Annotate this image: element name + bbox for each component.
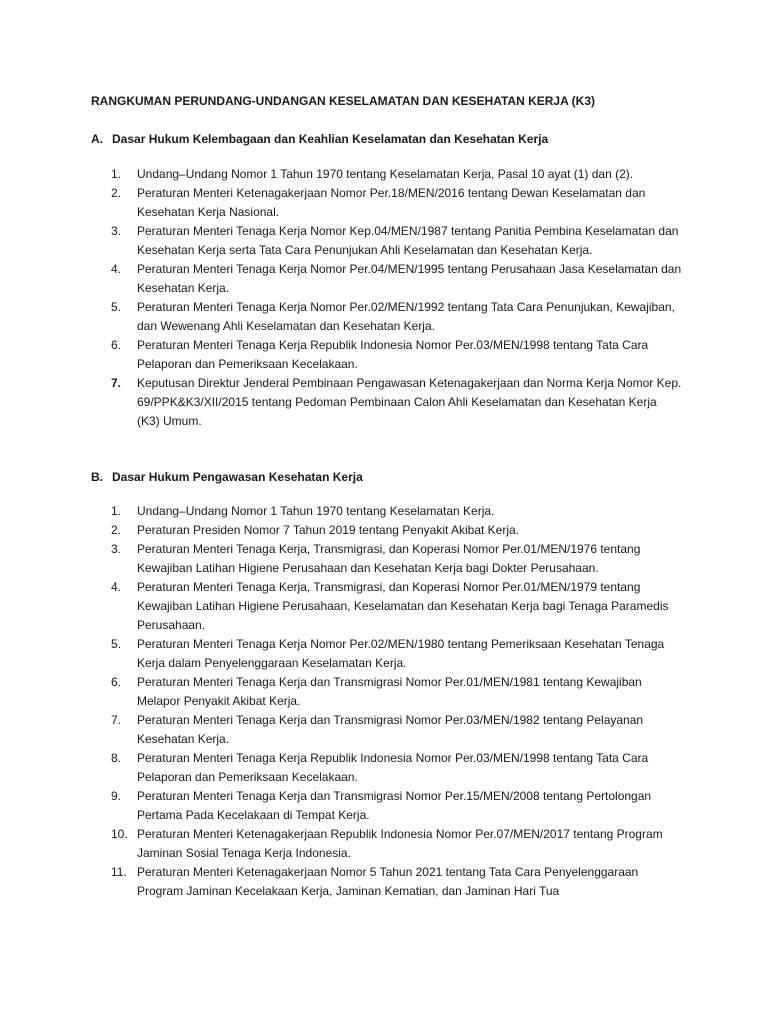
list-item-text: Peraturan Menteri Tenaga Kerja Nomor Per.02/MEN/1980 tentang Pemeriksaan Kesehatan Tenaga Kerja dalam Penyelenggaraan Keselamatan Kerja. [137,637,665,670]
list-item-number: 5. [111,300,122,314]
list-item-number: 8. [111,751,122,765]
list-item-number: 2. [111,523,122,537]
list-item [0,749,768,787]
list-item-number: 4. [111,262,122,276]
list-item [0,165,768,184]
list-item-number: 9. [111,789,122,803]
section-b-list [0,502,768,901]
list-item-text: Peraturan Menteri Tenaga Kerja Republik Indonesia Nomor Per.03/MEN/1998 tentang Tata Cara Pelaporan dan Pemeriksaan Kecelakaan. [137,751,649,784]
list-item [0,222,768,260]
list-item-text: Peraturan Menteri Ketenagakerjaan Nomor Per.18/MEN/2016 tentang Dewan Keselamatan dan Kesehatan Kerja Nasional. [137,186,646,219]
list-item-number: 5. [111,637,122,651]
section-b-title: Dasar Hukum Pengawasan Kesehatan Kerja [112,470,363,484]
list-item-number: 6. [111,675,122,689]
list-item-number: 2. [111,186,122,200]
list-item-number: 3. [111,224,122,238]
list-item-number: 11. [111,865,127,879]
list-item [0,540,768,578]
list-item-text: Peraturan Menteri Tenaga Kerja Nomor Per.02/MEN/1992 tentang Tata Cara Penunjukan, Kewajiban, dan Wewenang Ahli Keselamatan dan Kesehatan Kerja. [137,300,675,333]
list-item-text: Peraturan Menteri Ketenagakerjaan Republik Indonesia Nomor Per.07/MEN/2017 tentang Program Jaminan Sosial Tenaga Kerja Indonesia. [137,827,663,860]
section-a-list [0,165,768,431]
section-a-title: Dasar Hukum Kelembagaan dan Keahlian Keselamatan dan Kesehatan Kerja [112,132,549,146]
list-item [0,825,768,863]
list-item-text: Keputusan Direktur Jenderal Pembinaan Pengawasan Ketenagakerjaan dan Norma Kerja Nomor Kep. 69/PPK&K3/XII/2015 tentang Pedoman Pembinaan Calon Ahli Keselamatan dan Kesehatan Kerja (K3) Umum. [137,376,682,428]
list-item-text: Peraturan Menteri Tenaga Kerja Nomor Kep.04/MEN/1987 tentang Panitia Pembina Keselamatan dan Kesehatan Kerja serta Tata Cara Penunjukan Ahli Keselamatan dan Kesehatan Kerja. [137,224,679,257]
section-b-letter: B. [91,470,103,484]
list-item [0,298,768,336]
list-item [0,863,768,901]
section-b-heading [91,470,363,484]
list-item-number: 10. [111,827,128,841]
section-a-heading [91,132,548,146]
list-item-text: Peraturan Menteri Tenaga Kerja dan Transmigrasi Nomor Per.15/MEN/2008 tentang Pertolongan Pertama Pada Kecelakaan di Tempat Kerja. [137,789,652,822]
list-item [0,521,768,540]
list-item-text: Peraturan Menteri Tenaga Kerja Republik Indonesia Nomor Per.03/MEN/1998 tentang Tata Cara Pelaporan dan Pemeriksaan Kecelakaan. [137,338,649,371]
section-a-letter: A. [91,132,103,146]
list-item-text: Peraturan Menteri Tenaga Kerja dan Transmigrasi Nomor Per.03/MEN/1982 tentang Pelayanan Kesehatan Kerja. [137,713,644,746]
list-item-number: 1. [111,167,122,181]
list-item [0,787,768,825]
list-item [0,260,768,298]
list-item-number: 4. [111,580,122,594]
list-item [0,374,768,431]
list-item-number: 7. [111,376,122,390]
list-item-text: Peraturan Menteri Tenaga Kerja, Transmigrasi, dan Koperasi Nomor Per.01/MEN/1976 tentang Kewajiban Latihan Higiene Perusahaan dan Kesehatan Kerja bagi Dokter Perusahaan. [137,542,641,575]
list-item-text: Peraturan Presiden Nomor 7 Tahun 2019 tentang Penyakit Akibat Kerja. [137,523,520,537]
list-item-text: Undang–Undang Nomor 1 Tahun 1970 tentang Keselamatan Kerja. [137,504,495,518]
list-item-number: 1. [111,504,122,518]
list-item-text: Peraturan Menteri Tenaga Kerja dan Transmigrasi Nomor Per.01/MEN/1981 tentang Kewajiban Melapor Penyakit Akibat Kerja. [137,675,642,708]
list-item-number: 7. [111,713,122,727]
list-item [0,635,768,673]
list-item [0,502,768,521]
list-item-text: Peraturan Menteri Tenaga Kerja, Transmigrasi, dan Koperasi Nomor Per.01/MEN/1979 tentang Kewajiban Latihan Higiene Perusahaan, Keselamatan dan Kesehatan Kerja bagi Tenaga Paramedis Perusahaan. [137,580,669,632]
document-title: RANGKUMAN PERUNDANG-UNDANGAN KESELAMATAN DAN KESEHATAN KERJA (K3) [91,94,595,108]
list-item-text: Undang–Undang Nomor 1 Tahun 1970 tentang Keselamatan Kerja, Pasal 10 ayat (1) dan (2). [137,167,634,181]
list-item [0,184,768,222]
list-item-number: 6. [111,338,122,352]
list-item [0,578,768,635]
list-item [0,336,768,374]
list-item [0,711,768,749]
list-item-text: Peraturan Menteri Tenaga Kerja Nomor Per.04/MEN/1995 tentang Perusahaan Jasa Keselamatan dan Kesehatan Kerja. [137,262,682,295]
list-item-text: Peraturan Menteri Ketenagakerjaan Nomor 5 Tahun 2021 tentang Tata Cara Penyelenggaraan Program Jaminan Kecelakaan Kerja, Jaminan Kematian, dan Jaminan Hari Tua [137,865,639,898]
list-item-number: 3. [111,542,122,556]
list-item [0,673,768,711]
